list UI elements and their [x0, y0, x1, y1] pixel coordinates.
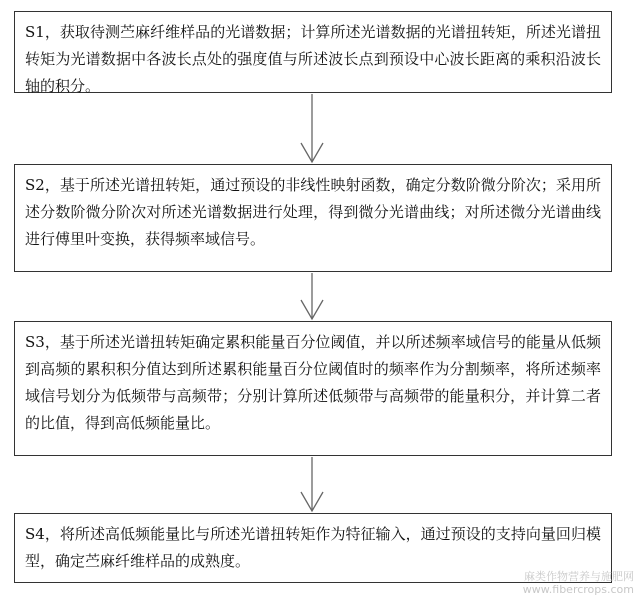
watermark-line2: www.fibercrops.com — [522, 583, 634, 596]
step-s3-text: S3，基于所述光谱扭转矩确定累积能量百分位阈值，并以所述频率域信号的能量从低频到高频的累积积分值达到所述累积能量百分位阈值时的频率作为分割频率，将所述频率域信号划分为低频带与高频带；分别计算所述低频带与高频带的能量积分，并计算二者的比值，得到高低频能量比。 — [25, 333, 601, 432]
step-s3-box — [14, 321, 612, 456]
watermark — [523, 570, 634, 596]
step-s4-text: S4，将所述高低频能量比与所述光谱扭转矩作为特征输入，通过预设的支持向量回归模型，确定苎麻纤维样品的成熟度。 — [25, 525, 601, 570]
step-s1-text: S1，获取待测苎麻纤维样品的光谱数据；计算所述光谱数据的光谱扭转矩，所述光谱扭转矩为光谱数据中各波长点处的强度值与所述波长点到预设中心波长距离的乘积沿波长轴的积分。 — [25, 23, 601, 95]
step-s2-box — [14, 164, 612, 272]
watermark-line1: 麻类作物营养与施肥网 — [524, 570, 634, 583]
step-s2-text: S2，基于所述光谱扭转矩，通过预设的非线性映射函数，确定分数阶微分阶次；采用所述分数阶微分阶次对所述光谱数据进行处理，得到微分光谱曲线；对所述微分光谱曲线进行傅里叶变换，获得频率域信号。 — [25, 176, 601, 248]
